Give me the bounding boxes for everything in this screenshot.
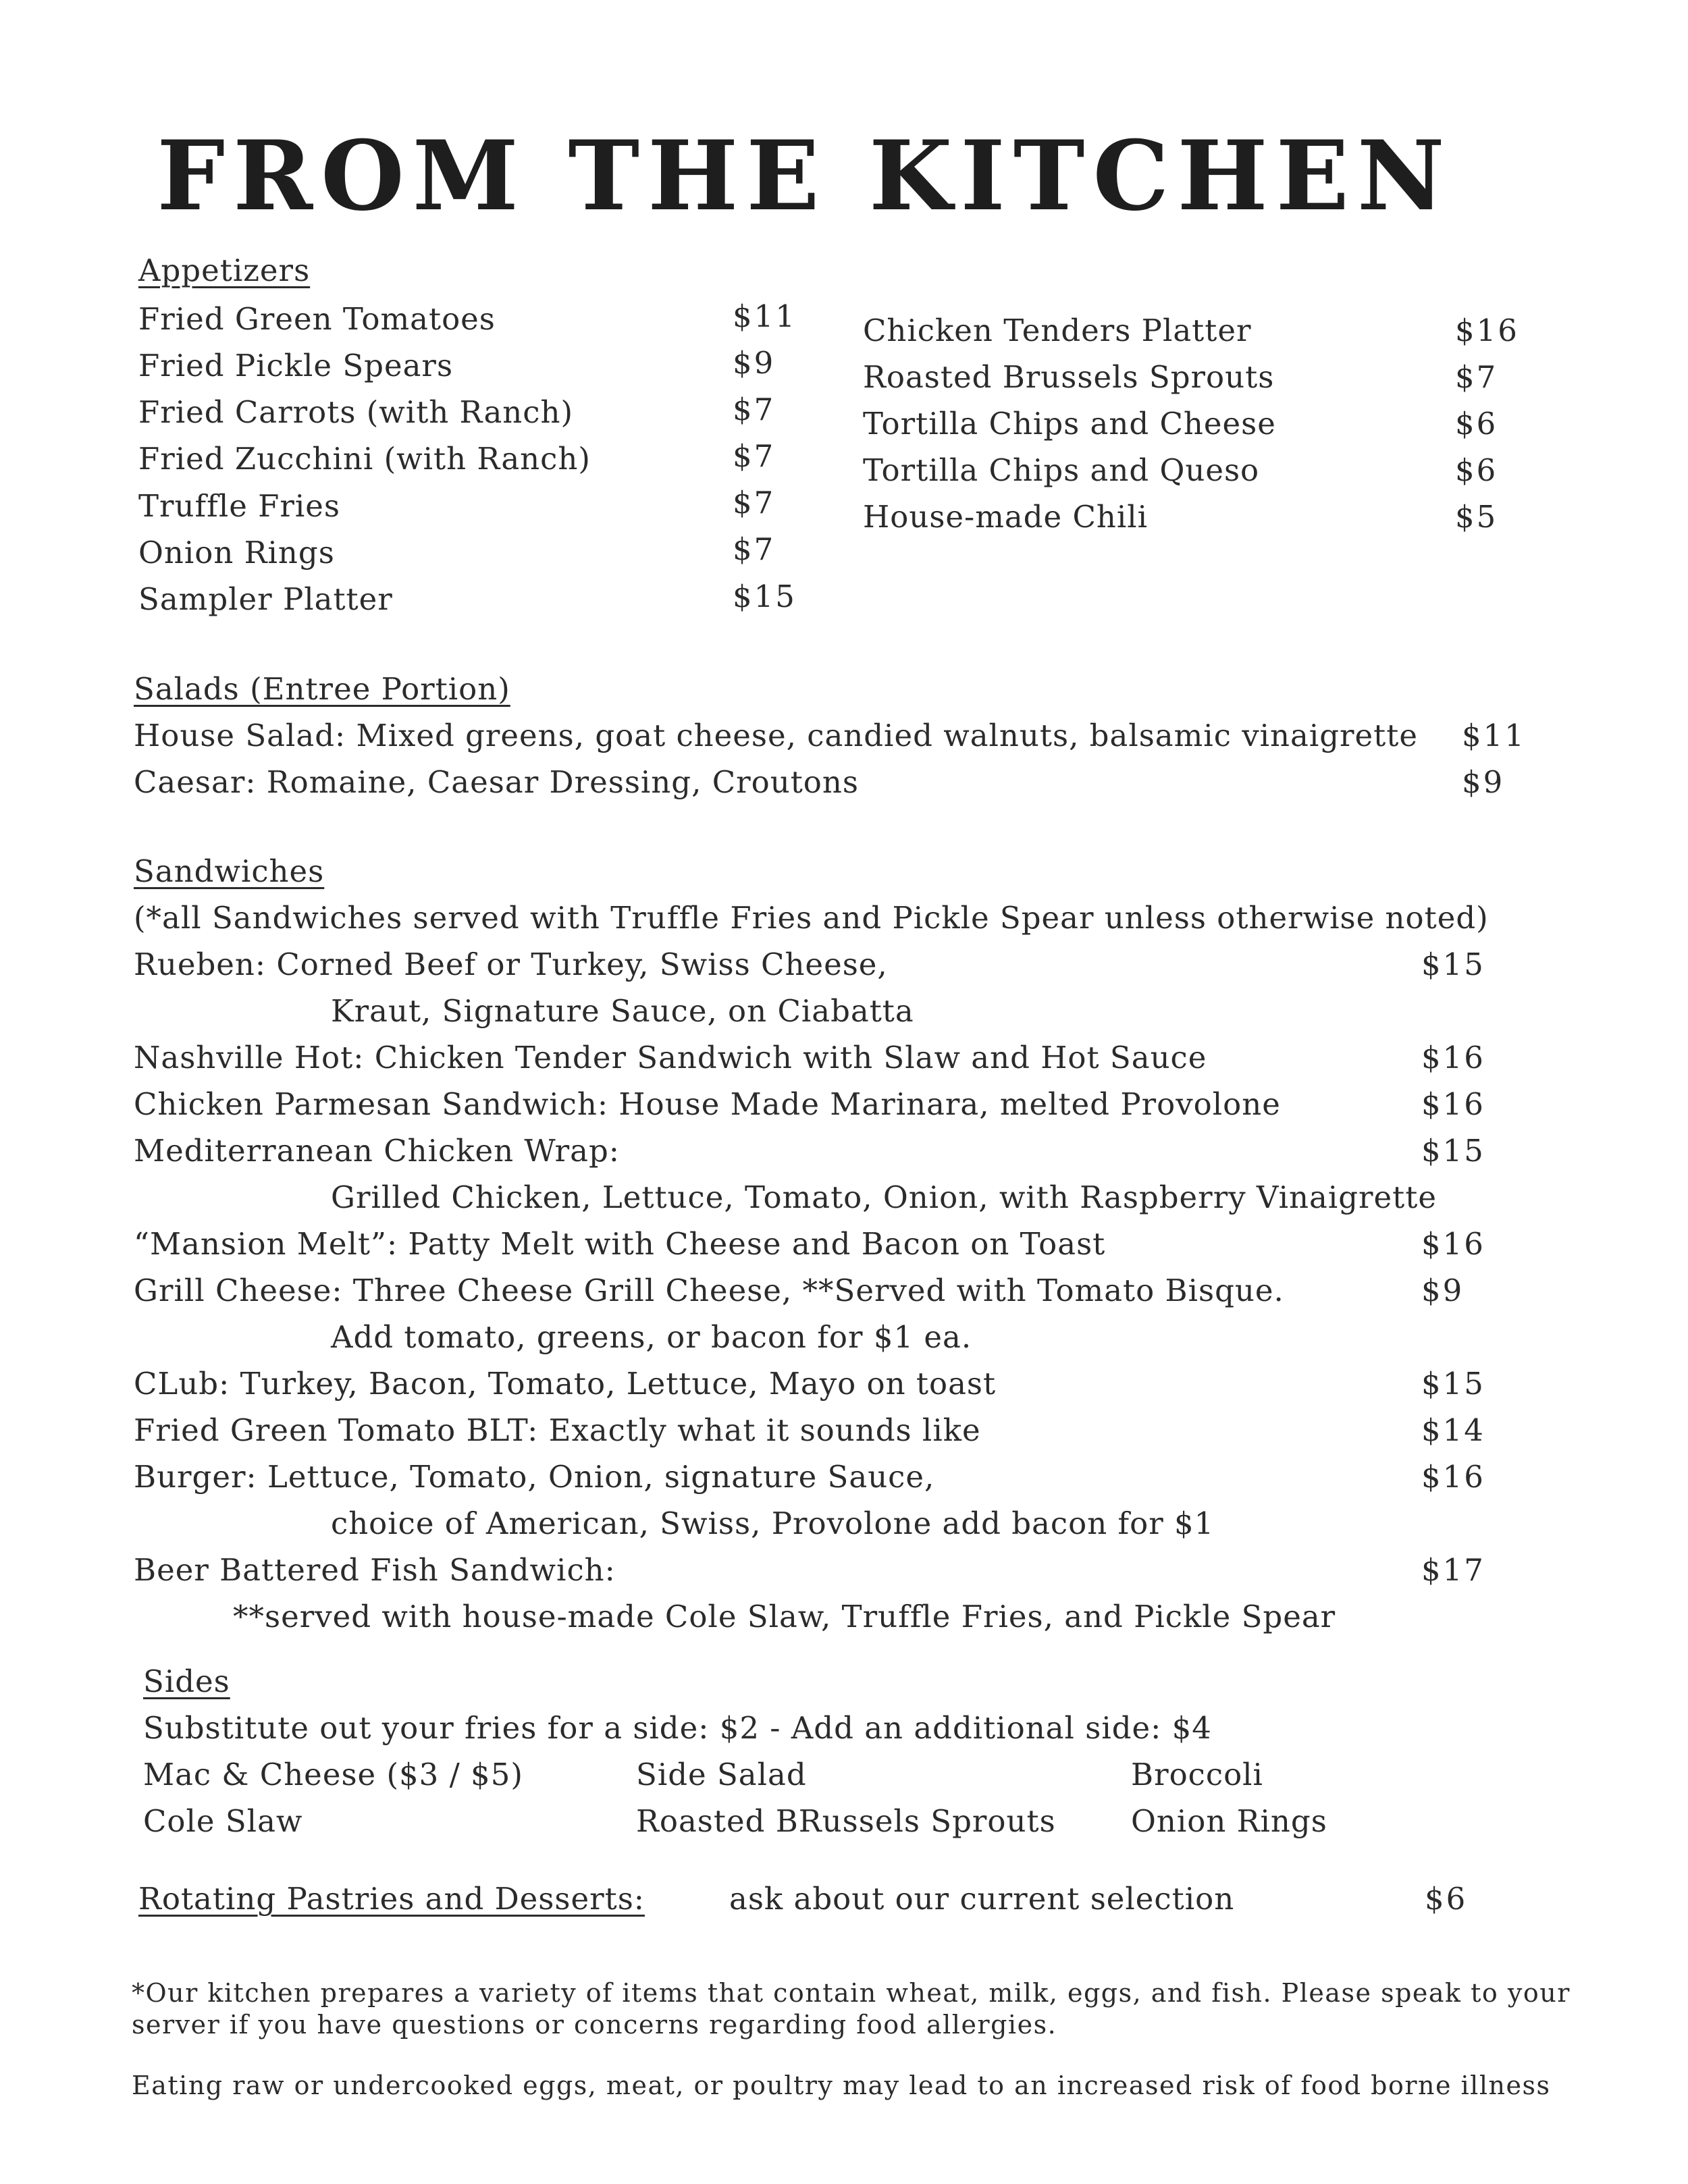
desserts-heading: Rotating Pastries and Desserts: bbox=[138, 1881, 645, 1917]
menu-item-description: Add tomato, greens, or bacon for $1 ea. bbox=[331, 1319, 972, 1355]
menu-item-price: $7 bbox=[733, 485, 776, 521]
menu-item-name: Truffle Fries bbox=[138, 488, 340, 524]
menu-item-name: Grill Cheese: Three Cheese Grill Cheese, **Served with Tomato Bisque. bbox=[134, 1273, 1284, 1308]
side-item: Onion Rings bbox=[1131, 1803, 1327, 1839]
menu-item-price: $5 bbox=[1455, 499, 1498, 535]
menu-item-price: $6 bbox=[1425, 1881, 1468, 1917]
menu-item-name: Rueben: Corned Beef or Turkey, Swiss Cheese, bbox=[134, 947, 888, 982]
menu-item-price: $9 bbox=[1462, 764, 1505, 800]
menu-item-name: Caesar: Romaine, Caesar Dressing, Croutons bbox=[134, 764, 859, 800]
menu-item-price: $9 bbox=[1421, 1273, 1465, 1308]
side-item: Broccoli bbox=[1131, 1757, 1263, 1792]
menu-item-name: “Mansion Melt”: Patty Melt with Cheese and Bacon on Toast bbox=[134, 1226, 1106, 1262]
menu-item-price: $9 bbox=[733, 345, 776, 381]
menu-item-price: $16 bbox=[1421, 1226, 1485, 1262]
menu-item-name: Burger: Lettuce, Tomato, Onion, signature Sauce, bbox=[134, 1459, 935, 1495]
menu-item-price: $15 bbox=[1421, 1366, 1485, 1402]
menu-item-price: $6 bbox=[1455, 406, 1498, 442]
menu-item-price: $16 bbox=[1455, 313, 1519, 348]
sides-heading: Sides bbox=[143, 1663, 230, 1699]
menu-item-price: $14 bbox=[1421, 1412, 1485, 1448]
menu-item-name: CLub: Turkey, Bacon, Tomato, Lettuce, Mayo on toast bbox=[134, 1366, 997, 1402]
menu-item-name: House-made Chili bbox=[863, 499, 1149, 535]
menu-item-name: Fried Carrots (with Ranch) bbox=[138, 394, 574, 430]
appetizers-heading: Appetizers bbox=[138, 252, 311, 288]
menu-item-name: Roasted Brussels Sprouts bbox=[863, 359, 1275, 395]
menu-item-price: $7 bbox=[733, 392, 776, 427]
menu-item-price: $15 bbox=[1421, 947, 1485, 982]
menu-item-price: $15 bbox=[1421, 1133, 1485, 1169]
menu-item-name: Nashville Hot: Chicken Tender Sandwich with Slaw and Hot Sauce bbox=[134, 1040, 1207, 1075]
menu-item-name: Fried Zucchini (with Ranch) bbox=[138, 441, 591, 477]
menu-item-name: Fried Green Tomato BLT: Exactly what it sounds like bbox=[134, 1412, 981, 1448]
menu-item-price: $7 bbox=[1455, 359, 1498, 395]
side-item: Mac & Cheese ($3 / $5) bbox=[143, 1757, 523, 1792]
menu-item-description: Grilled Chicken, Lettuce, Tomato, Onion, with Raspberry Vinaigrette bbox=[331, 1179, 1437, 1215]
menu-item-price: $11 bbox=[733, 298, 797, 334]
menu-item-price: $15 bbox=[733, 579, 797, 614]
allergy-notice: server if you have questions or concerns regarding food allergies. bbox=[132, 2010, 1057, 2040]
menu-item-description: choice of American, Swiss, Provolone add bacon for $1 bbox=[331, 1506, 1215, 1541]
menu-item-description: **served with house-made Cole Slaw, Truffle Fries, and Pickle Spear bbox=[233, 1599, 1336, 1634]
menu-title: FROM THE KITCHEN bbox=[157, 120, 1453, 232]
menu-item-price: $16 bbox=[1421, 1086, 1485, 1122]
menu-item-name: Fried Green Tomatoes bbox=[138, 301, 496, 337]
menu-item-description: Kraut, Signature Sauce, on Ciabatta bbox=[331, 993, 914, 1029]
menu-item-name: Onion Rings bbox=[138, 535, 335, 570]
menu-item-name: Tortilla Chips and Queso bbox=[863, 452, 1260, 488]
salads-heading: Salads (Entree Portion) bbox=[134, 671, 510, 707]
menu-item-name: Fried Pickle Spears bbox=[138, 348, 454, 383]
menu-item-price: $7 bbox=[733, 531, 776, 567]
menu-item-price: $6 bbox=[1455, 452, 1498, 488]
sandwiches-note: (*all Sandwiches served with Truffle Fries and Pickle Spear unless otherwise noted) bbox=[134, 900, 1489, 936]
menu-item-price: $16 bbox=[1421, 1040, 1485, 1075]
menu-item-name: Beer Battered Fish Sandwich: bbox=[134, 1552, 616, 1588]
menu-item-price: $16 bbox=[1421, 1459, 1485, 1495]
menu-item-name: Mediterranean Chicken Wrap: bbox=[134, 1133, 620, 1169]
menu-item-name: House Salad: Mixed greens, goat cheese, candied walnuts, balsamic vinaigrette bbox=[134, 718, 1418, 753]
menu-item-name: Tortilla Chips and Cheese bbox=[863, 406, 1276, 442]
menu-item-price: $17 bbox=[1421, 1552, 1485, 1588]
menu-item-price: $11 bbox=[1462, 718, 1526, 753]
sides-note: Substitute out your fries for a side: $2 - Add an additional side: $4 bbox=[143, 1710, 1212, 1746]
side-item: Cole Slaw bbox=[143, 1803, 303, 1839]
side-item: Side Salad bbox=[636, 1757, 807, 1792]
menu-item-price: $7 bbox=[733, 438, 776, 474]
sandwiches-heading: Sandwiches bbox=[134, 853, 325, 889]
menu-item-name: Chicken Tenders Platter bbox=[863, 313, 1252, 348]
menu-item-name: Chicken Parmesan Sandwich: House Made Marinara, melted Provolone bbox=[134, 1086, 1281, 1122]
allergy-notice: *Our kitchen prepares a variety of items that contain wheat, milk, eggs, and fish. Please speak to your bbox=[132, 1978, 1571, 2008]
menu-item-name: Sampler Platter bbox=[138, 581, 393, 617]
side-item: Roasted BRussels Sprouts bbox=[636, 1803, 1056, 1839]
desserts-description: ask about our current selection bbox=[729, 1881, 1235, 1917]
food-safety-warning: Eating raw or undercooked eggs, meat, or poultry may lead to an increased risk of food borne illness bbox=[132, 2071, 1551, 2100]
